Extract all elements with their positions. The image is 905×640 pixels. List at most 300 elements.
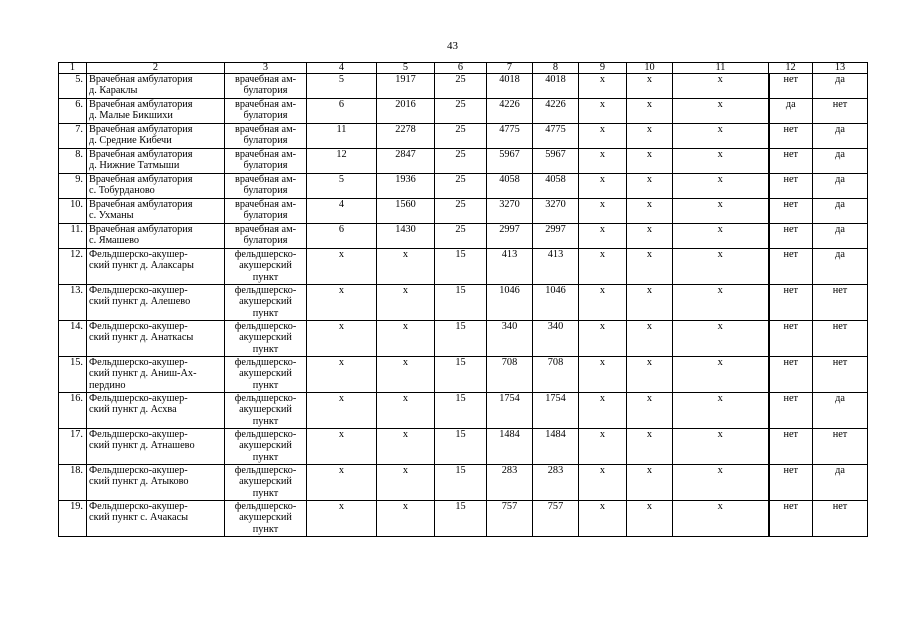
cell-col-12 bbox=[769, 124, 813, 149]
cell-col-12 bbox=[769, 149, 813, 174]
cell-text: 3270 bbox=[499, 199, 520, 210]
cell-text: х bbox=[717, 321, 723, 332]
cell-text: нет bbox=[783, 429, 799, 440]
cell-text: х bbox=[402, 501, 409, 512]
cell-col-5 bbox=[377, 465, 435, 501]
column-header-7: 7 bbox=[487, 63, 533, 74]
cell-col-7 bbox=[487, 429, 533, 465]
cell-col-10 bbox=[627, 321, 673, 357]
table-row bbox=[59, 149, 868, 174]
cell-col-12 bbox=[769, 393, 813, 429]
cell-col-10 bbox=[627, 199, 673, 224]
cell-col-4 bbox=[307, 393, 377, 429]
cell-col-10 bbox=[627, 501, 673, 537]
cell-facility-name bbox=[87, 321, 225, 357]
cell-text: х bbox=[646, 224, 653, 235]
column-header-10: 10 bbox=[627, 63, 673, 74]
cell-text: х bbox=[599, 124, 606, 135]
cell-text: да bbox=[835, 199, 845, 210]
cell-col-13 bbox=[813, 99, 868, 124]
cell-text: нет bbox=[832, 357, 848, 368]
cell-row-number bbox=[59, 357, 87, 393]
cell-text: да bbox=[835, 249, 845, 260]
column-header-1: 1 bbox=[59, 63, 87, 74]
cell-text: 6 bbox=[338, 224, 345, 235]
cell-row-number bbox=[59, 465, 87, 501]
cell-text: х bbox=[402, 429, 409, 440]
cell-text: 14. bbox=[70, 321, 83, 332]
cell-col-12 bbox=[769, 429, 813, 465]
cell-text: 757 bbox=[501, 501, 518, 512]
cell-col-4 bbox=[307, 199, 377, 224]
cell-col-7 bbox=[487, 74, 533, 99]
cell-text: Врачебная амбулатория с. Тобурданово bbox=[89, 174, 193, 197]
cell-col-6 bbox=[435, 224, 487, 249]
cell-facility-name bbox=[87, 357, 225, 393]
table-row bbox=[59, 99, 868, 124]
table-body bbox=[59, 74, 868, 537]
cell-col-4 bbox=[307, 149, 377, 174]
column-header-3: 3 bbox=[225, 63, 307, 74]
cell-col-13 bbox=[813, 393, 868, 429]
cell-col-7 bbox=[487, 393, 533, 429]
cell-text: х bbox=[646, 321, 653, 332]
cell-col-10 bbox=[627, 149, 673, 174]
cell-text: 15 bbox=[455, 501, 466, 512]
cell-text: Фельдшерско-акушер- ский пункт д. Анаткасы bbox=[89, 321, 194, 344]
cell-facility-type bbox=[225, 429, 307, 465]
cell-text: нет bbox=[832, 285, 848, 296]
cell-col-7 bbox=[487, 124, 533, 149]
cell-text: 18. bbox=[70, 465, 83, 476]
cell-text: 11. bbox=[70, 224, 83, 235]
cell-row-number bbox=[59, 393, 87, 429]
cell-text: да bbox=[835, 174, 845, 185]
page-number: 43 bbox=[447, 40, 458, 52]
cell-col-7 bbox=[487, 249, 533, 285]
cell-col-7 bbox=[487, 465, 533, 501]
cell-text: 2997 bbox=[545, 224, 566, 235]
cell-col-7 bbox=[487, 174, 533, 199]
cell-col-6 bbox=[435, 124, 487, 149]
cell-col-5 bbox=[377, 224, 435, 249]
cell-facility-name bbox=[87, 465, 225, 501]
cell-col-8 bbox=[533, 249, 579, 285]
cell-col-12 bbox=[769, 174, 813, 199]
cell-text: х bbox=[717, 429, 723, 440]
cell-row-number bbox=[59, 149, 87, 174]
column-header-13: 13 bbox=[813, 63, 868, 74]
cell-text: нет bbox=[783, 249, 799, 260]
cell-text: х bbox=[646, 393, 653, 404]
cell-text: 4226 bbox=[499, 99, 520, 110]
cell-col-11 bbox=[673, 99, 769, 124]
cell-text: х bbox=[338, 285, 345, 296]
cell-text: 9. bbox=[75, 174, 83, 185]
cell-col-9 bbox=[579, 501, 627, 537]
cell-text: да bbox=[835, 393, 845, 404]
cell-text: фельдшерско- акушерский пункт bbox=[234, 465, 297, 499]
cell-text: 5 bbox=[338, 174, 345, 185]
cell-col-13 bbox=[813, 174, 868, 199]
cell-col-6 bbox=[435, 429, 487, 465]
cell-text: Фельдшерско-акушер- ский пункт с. Ачакасы bbox=[89, 501, 189, 524]
cell-col-9 bbox=[579, 429, 627, 465]
column-header-4: 4 bbox=[307, 63, 377, 74]
cell-text: Врачебная амбулатория д. Средние Кибечи bbox=[89, 124, 193, 147]
cell-text: х bbox=[338, 501, 345, 512]
cell-text: врачебная ам- булатория bbox=[234, 124, 297, 147]
cell-col-11 bbox=[673, 249, 769, 285]
cell-col-8 bbox=[533, 357, 579, 393]
cell-text: нет bbox=[783, 321, 799, 332]
cell-text: 11 bbox=[336, 124, 347, 135]
cell-text: 19. bbox=[70, 501, 83, 512]
cell-text: х bbox=[599, 249, 606, 260]
cell-text: 12. bbox=[70, 249, 83, 260]
cell-text: Фельдшерско-акушер- ский пункт д. Аниш-Ах- пердино bbox=[89, 357, 197, 391]
cell-facility-type bbox=[225, 465, 307, 501]
cell-text: 6. bbox=[75, 99, 83, 110]
cell-text: х bbox=[717, 465, 723, 476]
cell-text: Фельдшерско-акушер- ский пункт д. Асхва bbox=[89, 393, 188, 416]
cell-text: Врачебная амбулатория д. Малые Бикшихи bbox=[89, 99, 193, 122]
cell-col-11 bbox=[673, 357, 769, 393]
cell-text: Фельдшерско-акушер- ский пункт д. Атыково bbox=[89, 465, 189, 488]
cell-text: х bbox=[599, 321, 606, 332]
cell-col-12 bbox=[769, 224, 813, 249]
cell-text: нет bbox=[783, 149, 799, 160]
cell-col-5 bbox=[377, 249, 435, 285]
cell-text: врачебная ам- булатория bbox=[234, 149, 297, 172]
cell-col-6 bbox=[435, 357, 487, 393]
cell-text: х bbox=[338, 393, 345, 404]
column-header-5: 5 bbox=[377, 63, 435, 74]
cell-col-5 bbox=[377, 285, 435, 321]
cell-col-8 bbox=[533, 429, 579, 465]
cell-text: х bbox=[717, 285, 723, 296]
cell-col-7 bbox=[487, 357, 533, 393]
cell-text: 2997 bbox=[499, 224, 520, 235]
cell-col-8 bbox=[533, 149, 579, 174]
cell-text: х bbox=[717, 249, 723, 260]
cell-text: х bbox=[646, 357, 653, 368]
cell-text: 4775 bbox=[545, 124, 566, 135]
cell-col-5 bbox=[377, 357, 435, 393]
cell-row-number bbox=[59, 174, 87, 199]
cell-text: х bbox=[717, 149, 723, 160]
cell-facility-name bbox=[87, 124, 225, 149]
cell-text: да bbox=[835, 224, 845, 235]
cell-col-10 bbox=[627, 465, 673, 501]
cell-text: 1046 bbox=[545, 285, 566, 296]
cell-col-11 bbox=[673, 149, 769, 174]
cell-col-9 bbox=[579, 224, 627, 249]
cell-col-8 bbox=[533, 285, 579, 321]
cell-text: х bbox=[717, 501, 723, 512]
cell-text: х bbox=[338, 429, 345, 440]
cell-col-8 bbox=[533, 321, 579, 357]
cell-text: 413 bbox=[547, 249, 564, 260]
header-row bbox=[59, 63, 868, 74]
cell-col-6 bbox=[435, 249, 487, 285]
cell-facility-name bbox=[87, 74, 225, 99]
cell-text: 1917 bbox=[395, 74, 416, 85]
cell-text: 708 bbox=[501, 357, 518, 368]
cell-facility-type bbox=[225, 393, 307, 429]
cell-text: х bbox=[599, 357, 606, 368]
cell-col-5 bbox=[377, 321, 435, 357]
cell-facility-type bbox=[225, 199, 307, 224]
cell-facility-name bbox=[87, 285, 225, 321]
cell-text: 708 bbox=[547, 357, 564, 368]
cell-col-5 bbox=[377, 174, 435, 199]
cell-text: 15 bbox=[455, 465, 466, 476]
cell-col-7 bbox=[487, 501, 533, 537]
cell-text: х bbox=[599, 501, 606, 512]
cell-text: х bbox=[338, 249, 345, 260]
cell-col-9 bbox=[579, 393, 627, 429]
cell-facility-name bbox=[87, 199, 225, 224]
cell-text: 283 bbox=[501, 465, 518, 476]
cell-text: 3270 bbox=[545, 199, 566, 210]
cell-text: х bbox=[599, 285, 606, 296]
cell-text: врачебная ам- булатория bbox=[234, 99, 297, 122]
cell-facility-name bbox=[87, 501, 225, 537]
cell-col-4 bbox=[307, 174, 377, 199]
cell-text: 15 bbox=[455, 249, 466, 260]
cell-col-9 bbox=[579, 285, 627, 321]
cell-text: х bbox=[717, 357, 723, 368]
cell-text: х bbox=[646, 174, 653, 185]
cell-col-11 bbox=[673, 501, 769, 537]
cell-col-12 bbox=[769, 501, 813, 537]
cell-col-7 bbox=[487, 224, 533, 249]
cell-col-8 bbox=[533, 199, 579, 224]
column-header-12: 12 bbox=[769, 63, 813, 74]
cell-text: да bbox=[835, 149, 845, 160]
cell-facility-name bbox=[87, 393, 225, 429]
table-row bbox=[59, 393, 868, 429]
cell-text: 2278 bbox=[395, 124, 416, 135]
cell-text: да bbox=[835, 465, 845, 476]
cell-col-4 bbox=[307, 224, 377, 249]
cell-text: 1560 bbox=[395, 199, 416, 210]
cell-text: х bbox=[402, 285, 409, 296]
cell-col-8 bbox=[533, 465, 579, 501]
cell-col-11 bbox=[673, 465, 769, 501]
cell-text: х bbox=[646, 124, 653, 135]
cell-facility-type bbox=[225, 124, 307, 149]
table-row bbox=[59, 285, 868, 321]
cell-col-5 bbox=[377, 501, 435, 537]
table-row bbox=[59, 199, 868, 224]
cell-col-12 bbox=[769, 465, 813, 501]
cell-text: врачебная ам- булатория bbox=[234, 224, 297, 247]
cell-col-11 bbox=[673, 224, 769, 249]
cell-text: нет bbox=[783, 285, 799, 296]
cell-text: нет bbox=[783, 174, 799, 185]
cell-text: 12 bbox=[336, 149, 347, 160]
cell-col-5 bbox=[377, 429, 435, 465]
cell-col-12 bbox=[769, 74, 813, 99]
cell-text: фельдшерско- акушерский пункт bbox=[234, 429, 297, 463]
cell-text: врачебная ам- булатория bbox=[234, 74, 297, 97]
cell-text: х bbox=[402, 465, 409, 476]
cell-col-4 bbox=[307, 357, 377, 393]
cell-row-number bbox=[59, 285, 87, 321]
cell-col-13 bbox=[813, 74, 868, 99]
cell-text: х bbox=[402, 321, 409, 332]
cell-text: х bbox=[717, 124, 723, 135]
table-row bbox=[59, 465, 868, 501]
cell-col-10 bbox=[627, 224, 673, 249]
cell-col-6 bbox=[435, 393, 487, 429]
cell-text: 4058 bbox=[499, 174, 520, 185]
cell-col-13 bbox=[813, 465, 868, 501]
cell-text: 10. bbox=[70, 199, 83, 210]
cell-text: 340 bbox=[547, 321, 564, 332]
cell-col-10 bbox=[627, 357, 673, 393]
column-header-2: 2 bbox=[87, 63, 225, 74]
cell-text: нет bbox=[832, 429, 848, 440]
cell-col-9 bbox=[579, 174, 627, 199]
cell-text: 1936 bbox=[395, 174, 416, 185]
cell-text: Врачебная амбулатория д. Нижние Татмыши bbox=[89, 149, 193, 172]
cell-col-11 bbox=[673, 429, 769, 465]
cell-col-10 bbox=[627, 174, 673, 199]
cell-facility-type bbox=[225, 224, 307, 249]
cell-col-13 bbox=[813, 124, 868, 149]
cell-text: х bbox=[599, 393, 606, 404]
cell-text: х bbox=[338, 465, 345, 476]
cell-text: х bbox=[646, 99, 653, 110]
cell-text: х bbox=[646, 285, 653, 296]
cell-col-13 bbox=[813, 224, 868, 249]
cell-text: 8. bbox=[75, 149, 83, 160]
cell-text: 25 bbox=[455, 224, 466, 235]
cell-text: 5 bbox=[338, 74, 345, 85]
cell-text: х bbox=[717, 74, 723, 85]
cell-text: 6 bbox=[338, 99, 345, 110]
table-row bbox=[59, 249, 868, 285]
cell-row-number bbox=[59, 124, 87, 149]
cell-text: нет bbox=[783, 224, 799, 235]
column-header-9: 9 bbox=[579, 63, 627, 74]
cell-col-12 bbox=[769, 285, 813, 321]
cell-col-6 bbox=[435, 501, 487, 537]
cell-col-6 bbox=[435, 99, 487, 124]
cell-text: 17. bbox=[70, 429, 83, 440]
cell-col-10 bbox=[627, 249, 673, 285]
cell-col-12 bbox=[769, 357, 813, 393]
cell-row-number bbox=[59, 224, 87, 249]
cell-text: Врачебная амбулатория с. Ухманы bbox=[89, 199, 193, 222]
cell-col-6 bbox=[435, 321, 487, 357]
cell-row-number bbox=[59, 429, 87, 465]
cell-col-10 bbox=[627, 74, 673, 99]
cell-col-11 bbox=[673, 124, 769, 149]
cell-col-9 bbox=[579, 199, 627, 224]
cell-text: 1484 bbox=[499, 429, 520, 440]
cell-text: 15 bbox=[455, 285, 466, 296]
cell-col-6 bbox=[435, 199, 487, 224]
cell-facility-name bbox=[87, 174, 225, 199]
table-row bbox=[59, 74, 868, 99]
cell-col-8 bbox=[533, 74, 579, 99]
cell-text: х bbox=[717, 199, 723, 210]
cell-col-9 bbox=[579, 124, 627, 149]
cell-text: 2847 bbox=[395, 149, 416, 160]
cell-text: фельдшерско- акушерский пункт bbox=[234, 285, 297, 319]
cell-text: врачебная ам- булатория bbox=[234, 199, 297, 222]
cell-facility-name bbox=[87, 224, 225, 249]
cell-text: 757 bbox=[547, 501, 564, 512]
cell-col-13 bbox=[813, 285, 868, 321]
cell-text: х bbox=[717, 99, 723, 110]
cell-text: нет bbox=[783, 393, 799, 404]
cell-text: х bbox=[717, 174, 723, 185]
cell-col-6 bbox=[435, 174, 487, 199]
cell-text: 5967 bbox=[499, 149, 520, 160]
cell-col-13 bbox=[813, 501, 868, 537]
cell-col-8 bbox=[533, 124, 579, 149]
cell-text: нет bbox=[783, 357, 799, 368]
cell-text: 1754 bbox=[499, 393, 520, 404]
cell-text: фельдшерско- акушерский пункт bbox=[234, 393, 297, 427]
cell-col-5 bbox=[377, 149, 435, 174]
cell-col-8 bbox=[533, 174, 579, 199]
cell-col-9 bbox=[579, 149, 627, 174]
cell-text: нет bbox=[832, 501, 848, 512]
cell-text: х bbox=[599, 174, 606, 185]
cell-text: Врачебная амбулатория д. Караклы bbox=[89, 74, 193, 97]
cell-col-6 bbox=[435, 74, 487, 99]
cell-text: х bbox=[646, 149, 653, 160]
column-header-11: 11 bbox=[673, 63, 769, 74]
cell-text: нет bbox=[783, 465, 799, 476]
cell-col-13 bbox=[813, 249, 868, 285]
cell-col-12 bbox=[769, 99, 813, 124]
cell-text: 15 bbox=[455, 393, 466, 404]
cell-col-7 bbox=[487, 99, 533, 124]
cell-col-10 bbox=[627, 393, 673, 429]
cell-col-13 bbox=[813, 199, 868, 224]
cell-facility-type bbox=[225, 149, 307, 174]
cell-col-9 bbox=[579, 357, 627, 393]
cell-text: х bbox=[402, 249, 409, 260]
cell-text: 15. bbox=[70, 357, 83, 368]
cell-text: х bbox=[646, 199, 653, 210]
cell-col-5 bbox=[377, 393, 435, 429]
cell-col-9 bbox=[579, 321, 627, 357]
cell-text: 7. bbox=[75, 124, 83, 135]
cell-text: врачебная ам- булатория bbox=[234, 174, 297, 197]
cell-text: х bbox=[646, 74, 653, 85]
table-row bbox=[59, 429, 868, 465]
cell-text: 5. bbox=[75, 74, 83, 85]
cell-col-4 bbox=[307, 74, 377, 99]
cell-col-7 bbox=[487, 321, 533, 357]
cell-col-13 bbox=[813, 321, 868, 357]
cell-text: нет bbox=[783, 199, 799, 210]
cell-text: х bbox=[646, 501, 653, 512]
cell-text: 15 bbox=[455, 429, 466, 440]
cell-text: 13. bbox=[70, 285, 83, 296]
cell-facility-type bbox=[225, 174, 307, 199]
cell-col-7 bbox=[487, 285, 533, 321]
cell-facility-type bbox=[225, 99, 307, 124]
